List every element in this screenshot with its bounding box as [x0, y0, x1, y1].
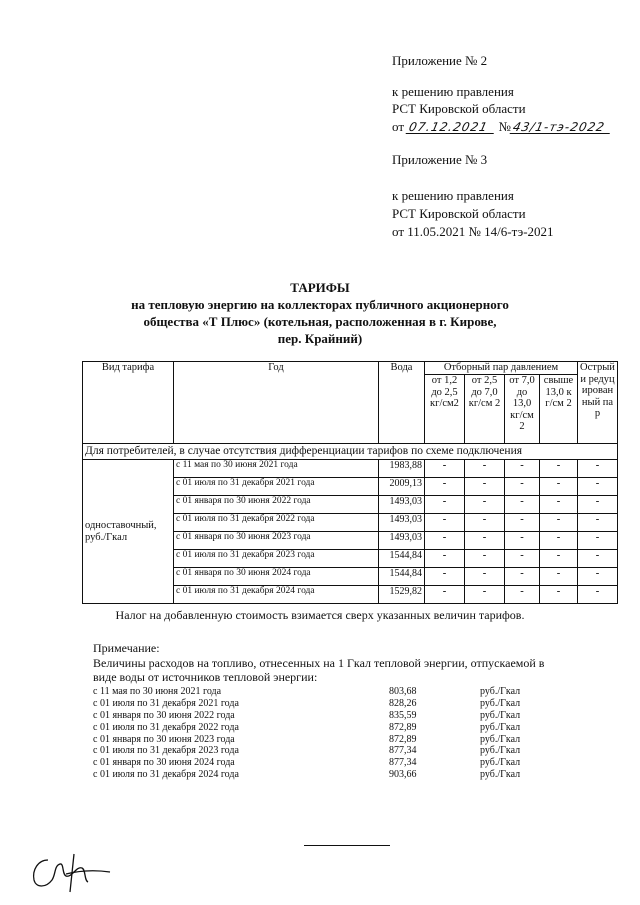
dash-cell: -: [540, 586, 578, 604]
appendix2-num-prefix: №: [498, 119, 511, 134]
fuel-value: 877,34: [389, 757, 417, 769]
fuel-period: с 01 июля по 31 декабря 2023 года: [93, 745, 239, 757]
dash-cell: -: [540, 460, 578, 478]
dash-cell: -: [578, 532, 618, 550]
title-sub1: на тепловую энергию на коллекторах публичного акционерного: [131, 297, 509, 312]
dash-cell: -: [505, 586, 540, 604]
dash-cell: -: [465, 532, 505, 550]
dash-cell: -: [578, 514, 618, 532]
period-cell: с 01 января по 30 июня 2022 года: [174, 496, 379, 514]
header-water: Вода: [379, 362, 425, 444]
dash-cell: -: [505, 478, 540, 496]
dash-cell: -: [465, 460, 505, 478]
dash-cell: -: [425, 496, 465, 514]
period-cell: с 01 июля по 31 декабря 2022 года: [174, 514, 379, 532]
vat-note: Налог на добавленную стоимость взимается сверх указанных величин тарифов.: [115, 608, 525, 622]
page-title: ТАРИФЫ: [290, 280, 350, 295]
dash-cell: -: [540, 478, 578, 496]
tariff-table: [82, 361, 618, 604]
fuel-period: с 01 июля по 31 декабря 2024 года: [93, 769, 239, 781]
dash-cell: -: [425, 478, 465, 496]
fuel-period: с 01 января по 30 июня 2023 года: [93, 733, 235, 745]
appendix2-line1: к решению правления: [392, 84, 514, 99]
signature-icon: [26, 852, 112, 894]
note-text2: виде воды от источников тепловой энергии:: [93, 670, 318, 684]
dash-cell: -: [578, 550, 618, 568]
fuel-value: 877,34: [389, 745, 417, 757]
dash-cell: -: [425, 586, 465, 604]
list-item: [93, 745, 573, 757]
fuel-unit: руб./Гкал: [480, 686, 521, 697]
dash-cell: -: [505, 532, 540, 550]
dash-cell: -: [505, 514, 540, 532]
fuel-value: 835,59: [389, 709, 417, 721]
section-row: [83, 444, 618, 460]
dash-cell: -: [578, 460, 618, 478]
dash-cell: -: [540, 550, 578, 568]
appendix2-line2: РСТ Кировской области: [392, 101, 526, 116]
dash-cell: -: [578, 496, 618, 514]
water-value: 1493,03: [379, 532, 425, 550]
dash-cell: -: [578, 568, 618, 586]
fuel-unit: руб./Гкал: [480, 757, 521, 769]
dash-cell: -: [505, 550, 540, 568]
dash-cell: -: [540, 496, 578, 514]
appendix2-from-prefix: от: [392, 119, 405, 134]
note-title: Примечание:: [93, 641, 160, 655]
water-value: 1529,82: [379, 586, 425, 604]
fuel-value: 828,26: [389, 697, 417, 709]
water-value: 1983,88: [379, 460, 425, 478]
dash-cell: -: [425, 532, 465, 550]
dash-cell: -: [425, 514, 465, 532]
appendix2-title: Приложение № 2: [392, 53, 488, 68]
dash-cell: -: [540, 568, 578, 586]
list-item: [93, 734, 573, 746]
header-tariff-type: Вид тарифа: [83, 362, 174, 444]
dash-cell: -: [465, 496, 505, 514]
fuel-period: с 01 января по 30 июня 2024 года: [93, 757, 235, 769]
fuel-period: с 01 января по 30 июня 2022 года: [93, 709, 235, 721]
fuel-unit: руб./Гкал: [480, 733, 521, 745]
fuel-period: с 01 июля по 31 декабря 2021 года: [93, 697, 239, 709]
list-item: [93, 757, 573, 769]
appendix3-line1: к решению правления: [392, 188, 514, 203]
header-steam: Отборный пар давлением: [425, 362, 578, 375]
dash-cell: -: [578, 478, 618, 496]
water-value: 1544,84: [379, 568, 425, 586]
header-steam-col: от 2,5 до 7,0 кг/см 2: [465, 375, 505, 444]
water-value: 1544,84: [379, 550, 425, 568]
dash-cell: -: [425, 550, 465, 568]
fuel-value: 872,89: [389, 721, 417, 733]
appendix2-handwritten-number: 43/1-тэ-2022: [510, 121, 613, 134]
title-sub3: пер. Крайний): [277, 331, 363, 346]
fuel-unit: руб./Гкал: [480, 697, 521, 709]
fuel-unit: руб./Гкал: [480, 709, 521, 721]
dash-cell: -: [505, 460, 540, 478]
appendix3-line3: от 11.05.2021 № 14/6-тэ-2021: [392, 224, 554, 239]
dash-cell: -: [465, 478, 505, 496]
appendix3-line2: РСТ Кировской области: [392, 206, 526, 221]
fuel-period: с 11 мая по 30 июня 2021 года: [93, 686, 222, 697]
period-cell: с 11 мая по 30 июня 2021 года: [174, 460, 379, 478]
water-value: 1493,03: [379, 514, 425, 532]
list-item: [93, 710, 573, 722]
header-steam-col: от 1,2 до 2,5 кг/см2: [425, 375, 465, 444]
fuel-period: с 01 июля по 31 декабря 2022 года: [93, 721, 239, 733]
section-label: Для потребителей, в случае отсутствия дифференциации тарифов по схеме подключения: [83, 444, 618, 460]
note-text1: Величины расходов на топливо, отнесенных на 1 Гкал тепловой энергии, отпускаемой в: [93, 656, 545, 670]
header-sharp-steam: Острый и редуцированный пар: [578, 362, 618, 444]
water-value: 2009,13: [379, 478, 425, 496]
dash-cell: -: [505, 496, 540, 514]
list-item: [93, 769, 573, 781]
list-item: [93, 686, 573, 698]
fuel-list: [93, 686, 573, 781]
title-sub2: общества «Т Плюс» (котельная, расположенная в г. Кирове,: [143, 314, 497, 329]
period-cell: с 01 июля по 31 декабря 2023 года: [174, 550, 379, 568]
dash-cell: -: [540, 514, 578, 532]
divider: [304, 845, 390, 846]
dash-cell: -: [465, 550, 505, 568]
fuel-value: 903,66: [389, 769, 417, 781]
fuel-unit: руб./Гкал: [480, 745, 521, 757]
dash-cell: -: [465, 568, 505, 586]
list-item: [93, 698, 573, 710]
tariff-type-cell: одноставочный, руб./Гкал: [83, 460, 174, 604]
list-item: [93, 722, 573, 734]
dash-cell: -: [465, 586, 505, 604]
dash-cell: -: [425, 568, 465, 586]
fuel-value: 872,89: [389, 733, 417, 745]
water-value: 1493,03: [379, 496, 425, 514]
fuel-value: 803,68: [389, 686, 417, 697]
period-cell: с 01 января по 30 июня 2024 года: [174, 568, 379, 586]
appendix2-ref: [392, 118, 611, 136]
dash-cell: -: [425, 460, 465, 478]
header-year: Год: [174, 362, 379, 444]
header-steam-col: свыше 13,0 кг/см 2: [540, 375, 578, 444]
appendix2-handwritten-date: 07.12.2021: [406, 121, 497, 134]
dash-cell: -: [465, 514, 505, 532]
header-steam-col: от 7,0 до 13,0 кг/см 2: [505, 375, 540, 444]
fuel-unit: руб./Гкал: [480, 721, 521, 733]
period-cell: с 01 июля по 31 декабря 2021 года: [174, 478, 379, 496]
dash-cell: -: [540, 532, 578, 550]
dash-cell: -: [578, 586, 618, 604]
appendix3-title: Приложение № 3: [392, 152, 488, 167]
dash-cell: -: [505, 568, 540, 586]
fuel-unit: руб./Гкал: [480, 769, 521, 781]
period-cell: с 01 июля по 31 декабря 2024 года: [174, 586, 379, 604]
period-cell: с 01 января по 30 июня 2023 года: [174, 532, 379, 550]
header-row-1: [83, 362, 618, 375]
table-row: [83, 460, 618, 478]
